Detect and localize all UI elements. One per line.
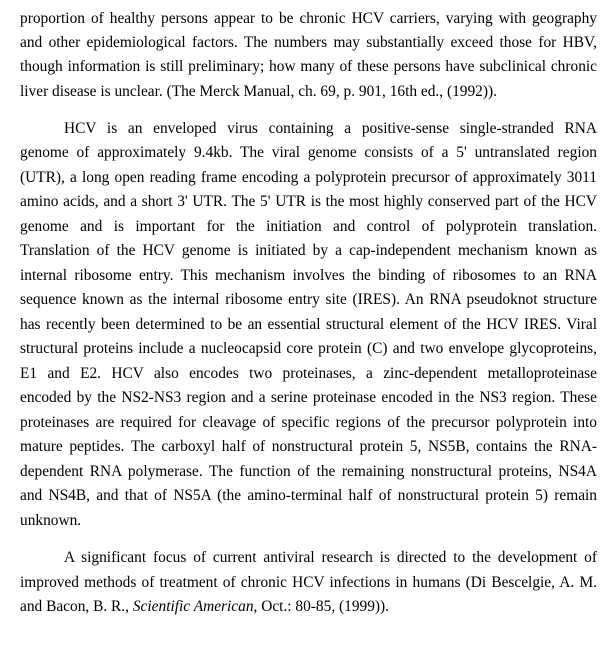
paragraph-2-line-12: encoded by the NS2-NS3 region and a serine proteinase encoded in the NS3 region. These	[20, 389, 597, 406]
paragraph-1-line-4: liver disease is unclear. (The Merck Manual, ch. 69, p. 901, 16th ed., (1992)).	[20, 83, 497, 100]
paragraph-2-line-3: (UTR), a long open reading frame encoding a polyprotein precursor of approximately 3011	[20, 169, 597, 186]
paragraph-2-line-9: has recently been determined to be an essential structural element of the HCV IRES. Viral	[20, 316, 597, 333]
paragraph-2-line-1: HCV is an enveloped virus containing a positive-sense single-stranded RNA	[64, 120, 597, 137]
paragraph-2-line-6: Translation of the HCV genome is initiated by a cap-independent mechanism known as	[20, 242, 597, 259]
paragraph-3-line-1: A significant focus of current antiviral research is directed to the development of	[64, 549, 597, 566]
paragraph-2-line-16: and NS4B, and that of NS5A (the amino-terminal half of nonstructural protein 5) remain	[20, 487, 597, 504]
paragraph-2-line-13: proteinases are required for cleavage of specific regions of the precursor polyprotein into	[20, 414, 597, 431]
paragraph-1-line-2: and other epidemiological factors. The numbers may substantially exceed those for HBV,	[20, 34, 597, 51]
paragraph-2-line-7: internal ribosome entry. This mechanism involves the binding of ribosomes to an RNA	[20, 267, 597, 284]
paragraph-2-line-8: sequence known as the internal ribosome entry site (IRES). An RNA pseudoknot structure	[20, 291, 597, 308]
paragraph-2-line-14: mature peptides. The carboxyl half of nonstructural protein 5, NS5B, contains the RNA-	[20, 438, 597, 455]
paragraph-2-line-11: E1 and E2. HCV also encodes two proteinases, a zinc-dependent metalloproteinase	[20, 365, 597, 382]
paragraph-1-line-3: though information is still preliminary; how many of these persons have subclinical chronic	[20, 58, 597, 75]
paragraph-2-line-15: dependent RNA polymerase. The function of the remaining nonstructural proteins, NS4A	[20, 463, 597, 480]
journal-title: Scientific American	[132, 598, 254, 615]
citation-authors: and Bacon, B. R.,	[20, 598, 133, 615]
citation-details: , Oct.: 80-85, (1999)).	[253, 598, 390, 615]
paragraph-2-line-5: genome and is important for the initiation and control of polyprotein translation.	[20, 218, 597, 235]
paragraph-3-line-3	[20, 595, 597, 619]
paragraph-3-line-2: improved methods of treatment of chronic HCV infections in humans (Di Bescelgie, A. M.	[20, 574, 597, 591]
paragraph-2-line-17: unknown.	[20, 512, 82, 529]
paragraph-1-line-1: proportion of healthy persons appear to be chronic HCV carriers, varying with geography	[20, 10, 597, 27]
paragraph-2-line-10: structural proteins include a nucleocapsid core protein (C) and two envelope glycoproteins,	[20, 340, 597, 357]
paragraph-2-line-4: amino acids, and a short 3' UTR. The 5' UTR is the most highly conserved part of the HCV	[20, 193, 597, 210]
paragraph-2-line-2: genome of approximately 9.4kb. The viral genome consists of a 5' untranslated region	[20, 144, 597, 161]
